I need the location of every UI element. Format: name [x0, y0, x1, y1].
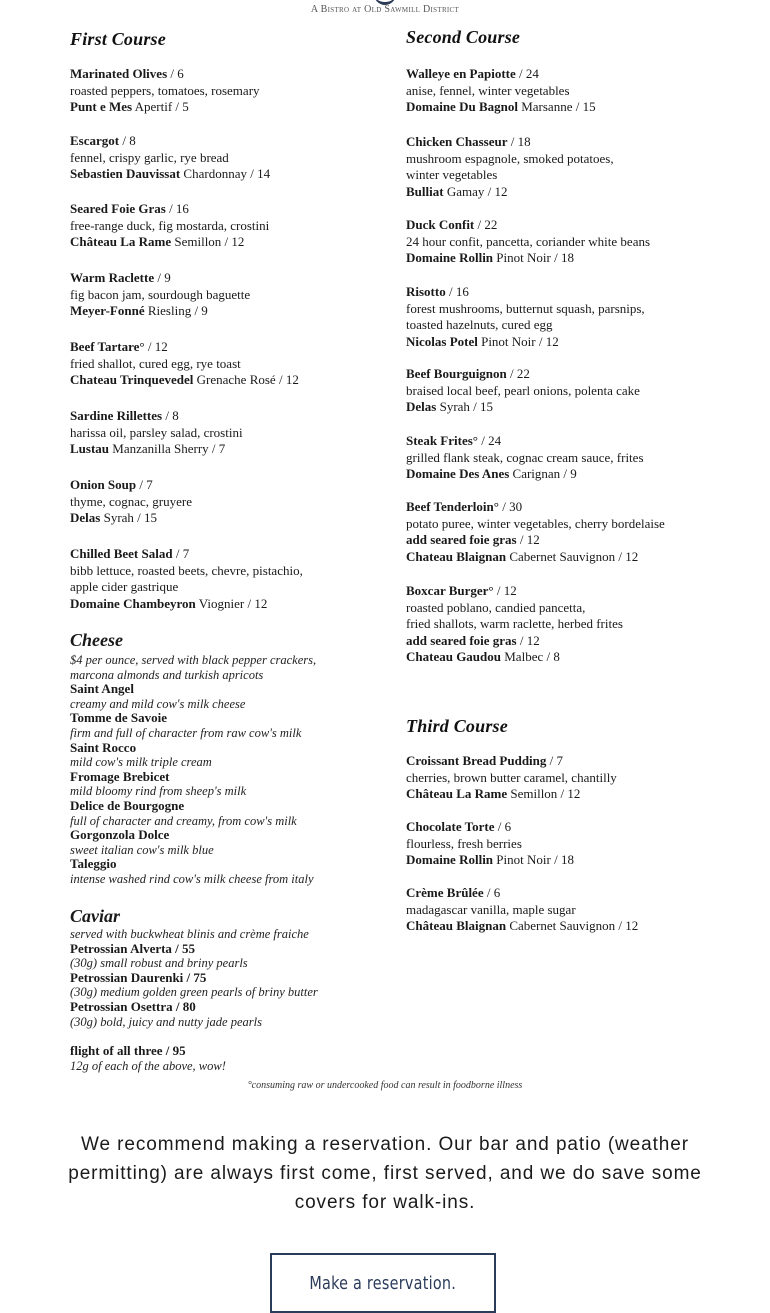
item-title-line	[406, 819, 726, 836]
item-description: fried shallot, cured egg, rye toast	[70, 355, 241, 371]
wine-producer: Domaine Du Bagnol	[406, 99, 518, 114]
item-name: Chicken Chasseur	[406, 134, 508, 149]
wine-details: Malbec / 8	[501, 649, 560, 664]
item-price: / 22	[474, 217, 498, 232]
item-description: bibb lettuce, roasted beets, chevre, pistachio,	[70, 562, 303, 578]
wine-details: Manzanilla Sherry / 7	[109, 441, 226, 456]
addon-price: / 12	[516, 632, 540, 648]
wine-pairing	[406, 852, 726, 869]
menu-item	[406, 819, 726, 869]
item-title-line	[406, 217, 726, 234]
wine-producer: Domaine Chambeyron	[70, 595, 196, 611]
wine-producer: Domaine Des Anes	[406, 466, 510, 481]
menu-item	[406, 885, 726, 935]
cheese-item-note: full of character and creamy, from cow's milk	[70, 813, 297, 828]
wine-details: Chardonnay / 14	[180, 166, 271, 181]
wine-producer: Delas	[406, 399, 437, 414]
item-description: winter vegetables	[406, 167, 498, 182]
wine-details: Syrah / 15	[436, 399, 494, 414]
item-name: Escargot	[70, 133, 120, 148]
item-title-line	[406, 284, 726, 301]
wine-details: Pinot Noir / 12	[477, 333, 559, 349]
cheese-title: Cheese	[70, 630, 123, 650]
caviar-item-note: served with buckwheat blinis and crème fraiche	[70, 927, 309, 941]
item-name: Risotto	[406, 284, 446, 299]
wine-pairing	[70, 510, 370, 527]
item-price: / 30	[498, 499, 523, 514]
wine-details: Semillon / 12	[171, 234, 245, 249]
wine-pairing	[406, 334, 726, 351]
wine-pairing	[406, 786, 726, 803]
cheese-item-name: Fromage Brebicet	[70, 768, 170, 784]
item-title-line	[406, 499, 726, 516]
item-title-line	[70, 201, 370, 218]
wine-producer: Meyer-Fonné	[70, 303, 145, 318]
item-title-line	[406, 753, 726, 770]
wine-producer: Punt e Mes	[70, 99, 133, 114]
item-description: 24 hour confit, pancetta, coriander white beans	[406, 233, 651, 249]
wine-details: Marsanne / 15	[517, 99, 596, 114]
cheese-item-name: Delice de Bourgogne	[70, 797, 185, 813]
wine-pairing	[70, 596, 370, 613]
menu-item	[406, 753, 726, 803]
item-title-line	[406, 433, 726, 450]
item-description: cherries, brown butter caramel, chantilly	[406, 769, 617, 785]
wine-pairing	[70, 166, 370, 183]
menu-item	[70, 408, 370, 458]
menu-subtitle: A Bistro at Old Sawmill District	[310, 4, 460, 15]
caviar-list	[70, 927, 390, 1029]
cheese-item-note: marcona almonds and turkish apricots	[70, 667, 264, 682]
foodborne-footnote: °consuming raw or undercooked food can result in foodborne illness	[247, 1080, 523, 1091]
wine-producer: Château Blaignan	[406, 918, 507, 933]
item-name: Croissant Bread Pudding	[406, 753, 547, 768]
item-title-line	[70, 477, 370, 494]
menu-item	[70, 270, 370, 320]
item-price: / 16	[165, 201, 189, 216]
left-column	[70, 0, 370, 1080]
caviar-item-name: Petrossian Daurenki / 75	[70, 969, 207, 985]
item-price: / 12	[144, 339, 168, 354]
wine-details: Gamay / 12	[443, 183, 508, 199]
item-name: Beef Tartare°	[70, 339, 145, 354]
item-addon	[406, 633, 726, 650]
third-course-title: Third Course	[406, 716, 508, 736]
cheese-item-note: mild cow's milk triple cream	[70, 755, 212, 770]
item-name: Warm Raclette	[70, 270, 155, 285]
cheese-item-name: Saint Angel	[70, 681, 134, 697]
cheese-item-name: Gorgonzola Dolce	[70, 827, 170, 843]
menu-item	[406, 499, 726, 565]
wine-pairing	[406, 99, 726, 116]
item-title-line	[70, 270, 370, 287]
wine-pairing	[406, 250, 726, 267]
item-description: roasted poblano, candied pancetta,	[406, 599, 586, 615]
item-name: Chocolate Torte	[406, 819, 495, 834]
wine-producer: Chateau Gaudou	[406, 649, 501, 664]
caviar-flight	[70, 1044, 390, 1073]
wine-pairing	[406, 649, 726, 666]
item-title-line	[70, 339, 370, 356]
wine-producer: Delas	[70, 510, 101, 525]
caviar-item-name: Petrossian Osettra / 80	[70, 998, 196, 1014]
item-description: forest mushrooms, butternut squash, parsnips,	[406, 300, 645, 316]
flight-desc: 12g of each of the above, wow!	[70, 1058, 226, 1073]
wine-details: Carignan / 9	[509, 466, 577, 481]
caviar-title: Caviar	[70, 906, 121, 926]
item-title-line	[406, 366, 726, 383]
wine-details: Pinot Noir / 18	[493, 852, 574, 867]
wine-details: Apertif / 5	[132, 99, 189, 114]
item-price: / 24	[515, 66, 539, 81]
wine-pairing	[406, 184, 726, 201]
caviar-item-note: (30g) medium golden green pearls of briny butter	[70, 985, 318, 1000]
wine-details: Cabernet Sauvignon / 12	[506, 548, 639, 564]
menu-item	[406, 66, 726, 116]
item-name: Steak Frites°	[406, 433, 478, 448]
wine-producer: Bulliat	[406, 183, 444, 199]
cheese-item-note: firm and full of character from raw cow's milk	[70, 725, 302, 740]
item-name: Crème Brûlée	[406, 885, 484, 900]
item-price: / 6	[483, 885, 501, 900]
wine-pairing	[406, 399, 726, 416]
wine-producer: Lustau	[70, 441, 110, 456]
cheese-item-name: Saint Rocco	[70, 739, 137, 755]
cheese-item-note: mild bloomy rind from sheep's milk	[70, 784, 247, 799]
menu-item	[70, 339, 370, 389]
item-title-line	[70, 66, 370, 83]
item-price: / 8	[119, 133, 136, 148]
item-name: Chilled Beet Salad	[70, 546, 173, 561]
item-price: / 18	[507, 134, 531, 149]
reservation-recommendation: We recommend making a reservation. Our bar and patio (weather permitting) are always first come, first served, and we do save some covers for walk-ins.	[68, 1134, 702, 1213]
addon-name: add seared foie gras	[406, 532, 517, 547]
item-description: thyme, cognac, gruyere	[70, 493, 193, 509]
item-price: / 7	[546, 753, 564, 768]
addon-name: add seared foie gras	[406, 632, 517, 648]
item-description: grilled flank steak, cognac cream sauce, frites	[406, 449, 644, 465]
item-title-line	[70, 546, 370, 563]
item-name: Onion Soup	[70, 477, 137, 492]
item-addon	[406, 532, 726, 549]
wine-details: Grenache Rosé / 12	[193, 372, 299, 387]
second-course-title: Second Course	[406, 27, 521, 47]
item-price: / 6	[494, 819, 512, 834]
cheese-item-note: $4 per ounce, served with black pepper crackers,	[70, 653, 317, 667]
caviar-item-note: (30g) small robust and briny pearls	[70, 956, 248, 971]
item-title-line	[406, 583, 726, 600]
wine-producer: Domaine Rollin	[406, 852, 494, 867]
wine-producer: Chateau Blaignan	[406, 548, 507, 564]
wine-pairing	[70, 99, 370, 116]
wine-pairing	[70, 372, 370, 389]
wine-details: Riesling / 9	[144, 303, 208, 318]
right-column	[406, 0, 726, 1080]
wine-producer: Château La Rame	[70, 234, 172, 249]
item-title-line	[70, 408, 370, 425]
item-title-line	[406, 66, 726, 83]
wine-producer: Château La Rame	[406, 786, 508, 801]
menu-item	[70, 546, 370, 612]
cheese-item-note: intense washed rind cow's milk cheese from italy	[70, 871, 314, 886]
menu-item	[70, 201, 370, 251]
menu-item	[70, 66, 370, 116]
item-description: free-range duck, fig mostarda, crostini	[70, 217, 270, 233]
item-description: potato puree, winter vegetables, cherry bordelaise	[406, 515, 665, 531]
item-name: Marinated Olives	[70, 66, 168, 81]
item-price: / 16	[445, 284, 469, 299]
wine-pairing	[406, 466, 726, 483]
item-name: Duck Confit	[406, 217, 475, 232]
item-description: fig bacon jam, sourdough baguette	[70, 286, 251, 302]
first-course-title: First Course	[70, 29, 166, 49]
item-description: mushroom espagnole, smoked potatoes,	[406, 150, 614, 166]
menu-item	[70, 133, 370, 183]
cheese-item-name: Taleggio	[70, 856, 117, 872]
item-price: / 8	[162, 408, 179, 423]
item-name: Boxcar Burger°	[406, 583, 494, 598]
item-name: Beef Bourguignon	[406, 366, 507, 381]
caviar-item-note: (30g) bold, juicy and nutty jade pearls	[70, 1014, 262, 1029]
menu-item	[406, 134, 726, 200]
item-price: / 24	[478, 433, 502, 448]
wine-details: Semillon / 12	[507, 786, 581, 801]
item-price: / 6	[167, 66, 184, 81]
item-description: roasted peppers, tomatoes, rosemary	[70, 82, 260, 98]
item-price: / 7	[172, 546, 190, 561]
make-reservation-button[interactable]	[270, 1253, 496, 1313]
item-title-line	[406, 885, 726, 902]
item-name: Seared Foie Gras	[70, 201, 166, 216]
cheese-item-name: Tomme de Savoie	[70, 710, 168, 726]
wine-pairing	[70, 441, 370, 458]
item-price: / 7	[136, 477, 153, 492]
item-price: / 22	[506, 366, 530, 381]
wine-producer: Nicolas Potel	[406, 333, 478, 349]
wine-pairing	[70, 234, 370, 251]
caviar-item-name: Petrossian Alverta / 55	[70, 940, 196, 956]
menu-item	[406, 366, 726, 416]
item-price: / 12	[493, 583, 517, 598]
item-name: Beef Tenderloin°	[406, 499, 499, 514]
item-description: anise, fennel, winter vegetables	[406, 82, 570, 98]
item-description: fried shallots, warm raclette, herbed frites	[406, 616, 623, 631]
wine-details: Cabernet Sauvignon / 12	[506, 918, 639, 933]
cheese-list	[70, 653, 390, 887]
item-description: fennel, crispy garlic, rye bread	[70, 149, 229, 165]
menu-item	[70, 477, 370, 527]
wine-pairing	[406, 918, 726, 935]
wine-details: Syrah / 15	[100, 510, 158, 525]
item-name: Walleye en Papiotte	[406, 66, 516, 81]
menu-item	[406, 583, 726, 666]
item-description: apple cider gastrique	[70, 579, 179, 594]
wine-producer: Chateau Trinquevedel	[70, 372, 194, 387]
flight-name: flight of all three / 95	[70, 1043, 186, 1058]
wine-producer: Sebastien Dauvissat	[70, 166, 181, 181]
item-description: madagascar vanilla, maple sugar	[406, 901, 576, 917]
wine-producer: Domaine Rollin	[406, 250, 494, 265]
wine-pairing	[406, 549, 726, 566]
item-description: flourless, fresh berries	[406, 835, 522, 851]
addon-price: / 12	[516, 532, 540, 547]
wine-details: Pinot Noir / 18	[493, 250, 574, 265]
item-description: braised local beef, pearl onions, polenta cake	[406, 382, 640, 398]
item-title-line	[70, 133, 370, 150]
menu-item	[406, 284, 726, 350]
wine-details: Viognier / 12	[195, 595, 268, 611]
menu-item	[406, 217, 726, 267]
cheese-item-note: sweet italian cow's milk blue	[70, 842, 214, 857]
item-description: harissa oil, parsley salad, crostini	[70, 424, 243, 440]
menu-item	[406, 433, 726, 483]
cheese-item-note: creamy and mild cow's milk cheese	[70, 696, 246, 711]
make-reservation-label: Make a reservation.	[309, 1272, 457, 1294]
item-price: / 9	[154, 270, 171, 285]
item-description: toasted hazelnuts, cured egg	[406, 317, 553, 332]
item-name: Sardine Rillettes	[70, 408, 163, 423]
wine-pairing	[70, 303, 370, 320]
item-title-line	[406, 134, 726, 151]
